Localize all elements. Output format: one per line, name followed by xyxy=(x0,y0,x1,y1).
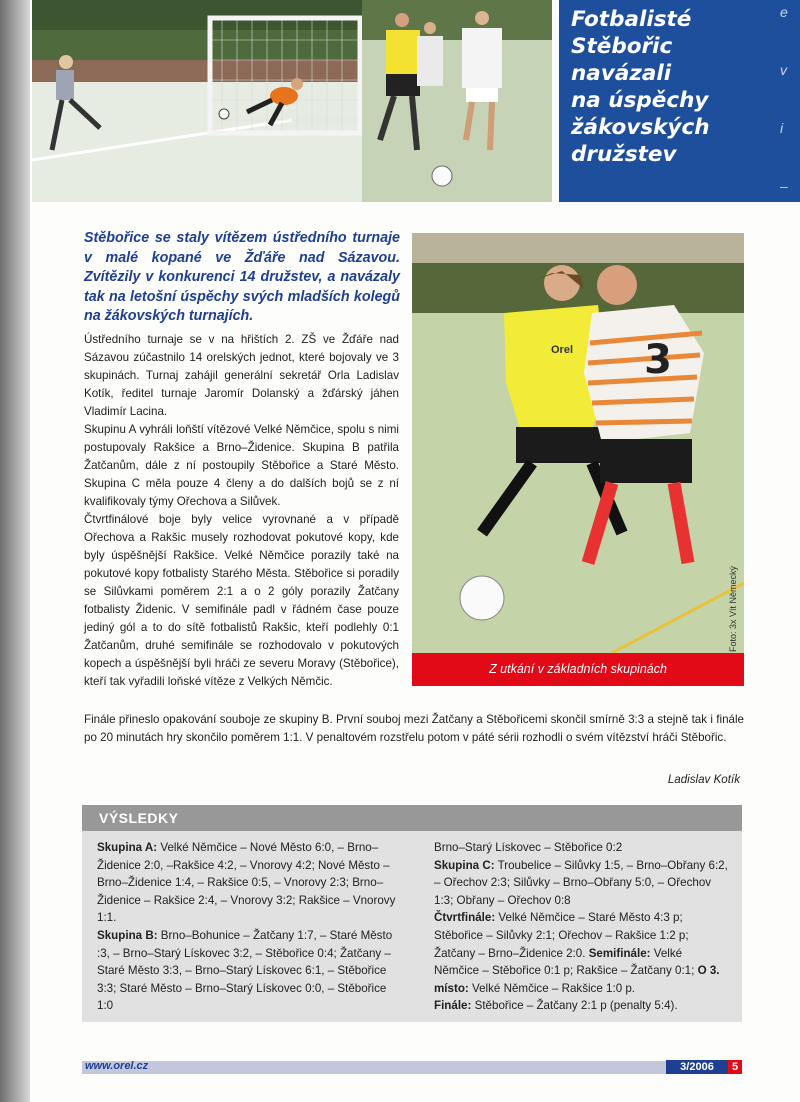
results-entry: Finále: Stěbořice – Žatčany 2:1 p (penalty 5:4). xyxy=(434,999,678,1013)
body-paragraph: Čtvrtfinálové boje byly velice vyrovnané a v případě Ořechova a Rakšic musely rozhodovat pokutové kopy, kde byly úspěšnější Rakšice. Velké Němčice porazily také na pokutové kopy fotbalisty Starého Města. Stěbořice si poradily se Silůvkami poměrem 2:1 a o 2 góly porazily Žatčany fotbalisty Židenic. V semifinále padl v řádném čase pouze jediný gól a to do sítě fotbalistů Rakšic, kteří podlehly 0:1 Žatčanům, druhé semifinále se rozhodovalo v pokutových kopech a úspěšnější byli hráči ze severu Moravy (Stěbořice), kteří tak vyřadili loňské vítěze z Velkých Němčic. xyxy=(84,513,399,688)
results-entry: Skupina B: Brno–Bohunice – Žatčany 1:7, – Staré Město :3, – Brno–Starý Lískovec 3:2, – Stěbořice 0:4; Žatčany – Staré Město 3:3, – Brno–Starý Lískovec 6:1, – Stěbořice 3:3; Staré Město – Brno–Starý Lískovec 0:0, – Stěbořice 1:0 xyxy=(97,928,393,1013)
results-right-column xyxy=(434,839,729,1015)
page-binding-shadow xyxy=(0,0,30,1102)
body-paragraph: Skupinu A vyhráli loňští vítězové Velké Němčice, spolu s nimi postupovaly Rakšice a Brno–Židenice. Skupina B patřila Žatčanům, dále z ní postoupily Stěbořice a Staré Město. Skupina C měla pouze 4 členy a do dalších bojů se z ní kvalifikovaly týmy Ořechova a Silůvek. xyxy=(84,423,399,508)
photo-match-duel xyxy=(412,233,744,653)
article-body-full-width xyxy=(84,711,744,747)
results-entry: Skupina A: Velké Němčice – Nové Město 6:0, – Brno–Židenice 2:0, –Rakšice 4:2, – Vnorovy 4:2; Nové Město – Brno–Židenice 1:4, – Rakšice 0:5, – Vnorovy 2:3; Brno–Židenice – Rakšice 2:4, – Vnorovy 3:2; Rakšice – Vnorovy 1:1. xyxy=(97,841,396,925)
article-title-box xyxy=(559,0,800,202)
results-box xyxy=(82,805,742,1022)
photo-goal-scene xyxy=(32,0,362,202)
side-tab-letter: v xyxy=(780,62,787,78)
article-body-column xyxy=(84,331,399,691)
results-entry: Skupina C: Troubelice – Silůvky 1:5, – Brno–Obřany 6:2, – Ořechov 2:3; Silůvky – Brno–Obřany 5:0, – Ořechov 1:3; Obřany – Ořechov 0:8 xyxy=(434,858,728,907)
photo-caption: Z utkání v základních skupinách xyxy=(412,653,744,686)
side-tab-letter: e xyxy=(780,4,788,20)
results-left-column xyxy=(97,839,402,1015)
footer-page-number: 5 xyxy=(728,1060,742,1074)
results-entry: Brno–Starý Lískovec – Stěbořice 0:2 xyxy=(434,841,623,854)
side-tab-letter: – xyxy=(780,178,788,194)
body-paragraph: Finále přineslo opakování souboje ze skupiny B. První souboj mezi Žatčany a Stěbořicemi skončil smírně 3:3 a stejně tak i finále po 20 minutách hry skončilo poměrem 1:1. V penaltovém rozstřelu potom v páté sérii rozhodli o svém vítězství hráči Stěbořic. xyxy=(84,713,744,744)
jersey-number: 3 xyxy=(644,337,672,383)
footer-bar xyxy=(82,1061,742,1074)
footer-url-link[interactable]: www.orel.cz xyxy=(85,1060,149,1072)
article-title: Fotbalisté Stěbořic navázali na úspěchy žákovských družstev xyxy=(571,7,710,167)
jersey-brand-label: Orel xyxy=(550,344,574,356)
results-heading: VÝSLEDKY xyxy=(82,805,742,831)
photo-credit: Foto: 3x Vít Německý xyxy=(728,565,738,652)
side-tab-letter: i xyxy=(780,120,784,136)
photo-players-running xyxy=(362,0,552,202)
article-lead: Stěbořice se staly vítězem ústředního turnaje v malé kopané ve Žďáře nad Sázavou. Zvítězily v konkurenci 14 družstev, a navázaly tak na letošní úspěchy svých mladších kolegů na žákovských turnajích. xyxy=(84,230,400,324)
results-entry: Čtvrtfinále: Velké Němčice – Staré Město 4:3 p; Stěbořice – Silůvky 2:1; Ořechov – Rakšice 1:2 p; Žatčany – Brno–Židenice 2:0. Semifinále: Velké Němčice – Stěbořice 0:1 p; Rakšice – Žatčany 0:1; O 3. místo: Velké Němčice – Rakšice 1:0 p. xyxy=(434,911,720,995)
section-side-tab xyxy=(768,0,800,202)
footer-issue-number: 3/2006 xyxy=(666,1060,728,1074)
body-paragraph: Ústředního turnaje se v na hřištích 2. ZŠ ve Žďáře nad Sázavou zúčastnilo 14 orelských jednot, které bojovaly ve 3 skupinách. Turnaj zahájil generální sekretář Orla Ladislav Kotík, ředitel turnaje Jaromír Dolanský a žďárský jáhen Vladimír Lacina. xyxy=(84,333,399,418)
article-author: Ladislav Kotík xyxy=(667,773,740,786)
